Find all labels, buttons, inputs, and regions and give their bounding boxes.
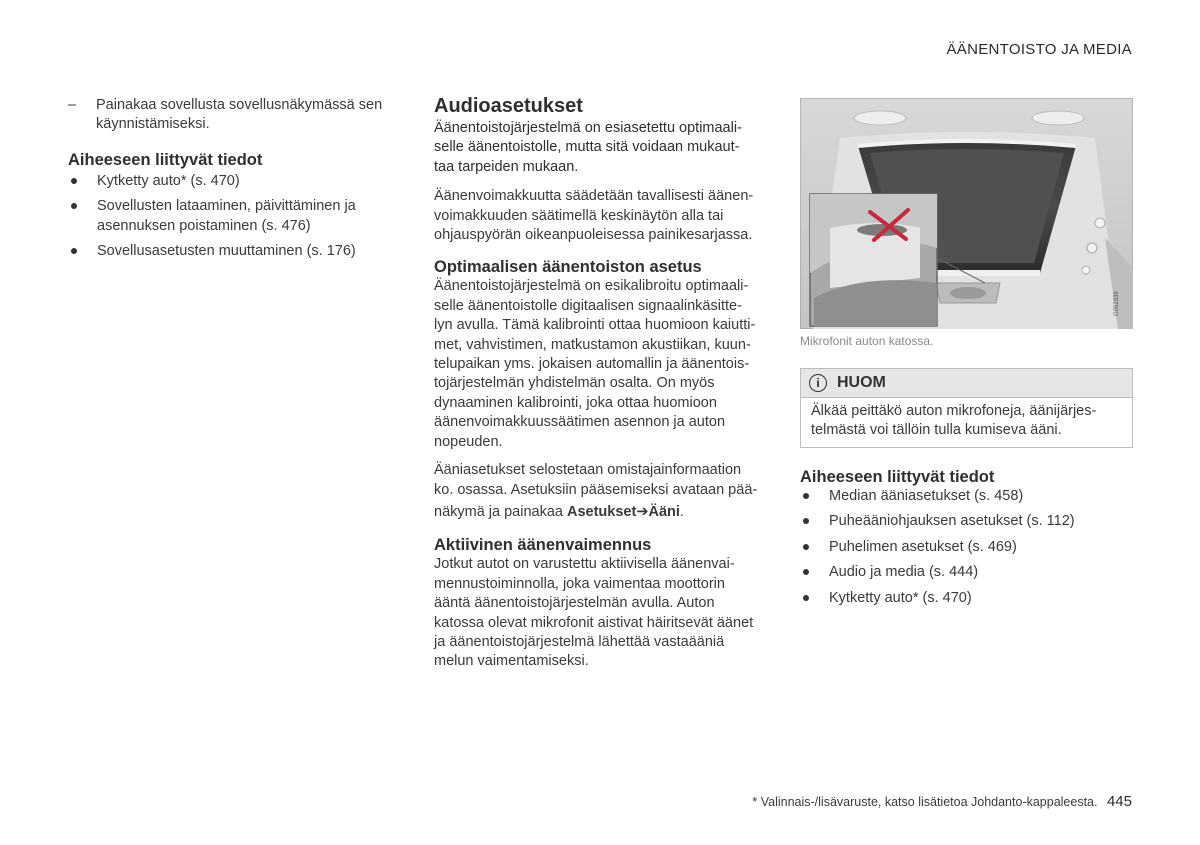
text-line: ääntä äänentoistojärjestelmän avulla. Auton xyxy=(434,595,715,612)
optimal-paragraph xyxy=(434,277,779,452)
text-line: selle äänentoistolle, mutta sitä voidaan mukaut- xyxy=(434,139,740,156)
bullet-icon xyxy=(800,538,829,557)
text-line: taa tarpeiden mukaan. xyxy=(434,158,579,175)
bullet-icon xyxy=(800,487,829,506)
lead-paragraph xyxy=(434,119,779,177)
related-link-text: Puheääniohjauksen asetukset (s. 112) xyxy=(829,513,1075,530)
related-heading: Aiheeseen liittyvät tiedot xyxy=(800,468,995,486)
text-line: melun vaimentamiseksi. xyxy=(434,653,589,670)
related-link[interactable] xyxy=(800,538,1140,557)
text-line: äänenvoimakkuussäätimen asennon ja auton xyxy=(434,414,726,431)
note-title: HUOM xyxy=(837,374,886,391)
sound-menu-label: Ääni xyxy=(648,503,680,520)
instruction-step xyxy=(68,96,398,135)
bullet-icon xyxy=(68,242,97,261)
related-link[interactable] xyxy=(800,589,1140,608)
note-body xyxy=(801,398,1132,447)
text-line: dynaaminen kalibrointi, joka ottaa huomioon xyxy=(434,394,717,411)
section-title: Audioasetukset xyxy=(434,95,583,117)
page-footer xyxy=(752,793,1132,810)
column-2 xyxy=(434,94,779,672)
note-box xyxy=(800,368,1133,448)
text-line: Äänentoistojärjestelmä on esiasetettu optimaali- xyxy=(434,120,742,136)
related-link-text: Kytketty auto* (s. 470) xyxy=(97,172,240,189)
related-link[interactable] xyxy=(68,197,398,236)
active-paragraph xyxy=(434,555,779,671)
text-line: ko. osassa. Asetuksiin pääsemiseksi avataan pää- xyxy=(434,481,758,498)
bullet-icon xyxy=(800,563,829,582)
dash-marker: – xyxy=(68,97,77,113)
related-link-text: Median ääniasetukset (s. 458) xyxy=(829,488,1024,504)
section-header: ÄÄNENTOISTO JA MEDIA xyxy=(946,41,1132,58)
text-line: telupaikan yms. jokaisen automallin ja äänentois- xyxy=(434,356,750,373)
bullet-icon xyxy=(68,197,97,236)
subheading-optimal: Optimaalisen äänentoiston asetus xyxy=(434,258,702,277)
related-link[interactable] xyxy=(800,487,1140,506)
bullet-icon xyxy=(800,512,829,531)
column-3-related xyxy=(800,467,1140,614)
text-line: telmästä voi tällöin tulla kumiseva ääni. xyxy=(811,422,1062,439)
text-line: Äänenvoimakkuutta säädetään tavallisesti äänen- xyxy=(434,188,754,205)
related-list xyxy=(68,172,398,262)
roof-microphone-image xyxy=(800,98,1133,329)
related-heading: Aiheeseen liittyvät tiedot xyxy=(68,150,263,169)
text-line: nopeuden. xyxy=(434,433,503,450)
instruction-line: Painakaa sovellusta sovellusnäkymässä sen xyxy=(96,97,383,113)
image-code: G052339 xyxy=(1114,291,1120,316)
related-link[interactable] xyxy=(68,172,398,191)
bullet-icon xyxy=(800,589,829,608)
instruction-line: käynnistämiseksi. xyxy=(96,116,210,133)
text-line: Jotkut autot on varustettu aktiivisella äänenvai- xyxy=(434,556,735,573)
text-line: mennustoiminnolla, joka vaimentaa moottorin xyxy=(434,575,725,592)
text-line: Ääniasetukset selostetaan omistajainformaation xyxy=(434,462,742,479)
settings-path-line xyxy=(434,503,779,522)
info-icon: i xyxy=(809,374,827,392)
text-line: katossa olevat mikrofonit aistivat häiritsevät äänet xyxy=(434,614,754,631)
related-link[interactable] xyxy=(800,563,1140,582)
bullet-icon xyxy=(68,172,97,191)
text-line: selle äänentoistolle digitaalisen signaalinkäsitte- xyxy=(434,297,742,314)
car-roof-illustration xyxy=(800,98,1133,329)
related-list xyxy=(800,487,1140,608)
related-link[interactable] xyxy=(68,242,398,261)
text-line: met, vahvistimen, matkustamon akustiikan, kuun- xyxy=(434,336,751,353)
settings-paragraph xyxy=(434,461,779,522)
footnote: * Valinnais-/lisävaruste, katso lisätietoa Johdanto-kappaleesta. xyxy=(752,795,1098,809)
related-link[interactable] xyxy=(800,512,1140,531)
related-link-text: Kytketty auto* (s. 470) xyxy=(829,589,972,606)
text-line: lyn avulla. Tämä kalibrointi ottaa huomioon kaiutti- xyxy=(434,317,756,334)
text-fragment: näkymä ja painakaa xyxy=(434,503,567,520)
settings-menu-label: Asetukset xyxy=(567,503,637,520)
text-line: voimakkuuden säätimellä keskinäytön alla tai xyxy=(434,207,724,224)
text-line: tojärjestelmän yhdistelmän osalta. On myös xyxy=(434,375,715,392)
subheading-active: Aktiivinen äänenvaimennus xyxy=(434,536,652,555)
volume-paragraph xyxy=(434,187,779,245)
note-header xyxy=(801,369,1132,398)
text-line: ja äänentoistojärjestelmä lähettää vastaääniä xyxy=(434,633,725,650)
page-number: 445 xyxy=(1106,793,1132,810)
related-link-text: Sovellusten lataaminen, päivittäminen ja xyxy=(97,198,356,215)
text-line: ohjauspyörän oikeanpuoleisessa painikesarjassa. xyxy=(434,227,753,244)
related-link-text: Puhelimen asetukset (s. 469) xyxy=(829,538,1017,555)
related-link-text: Sovellusasetusten muuttaminen (s. 176) xyxy=(97,243,356,260)
text-fragment: . xyxy=(679,503,684,520)
text-line: Älkää peittäkö auton mikrofoneja, äänijärjes- xyxy=(811,403,1097,419)
related-link-text: Audio ja media (s. 444) xyxy=(829,564,979,581)
related-link-text: asennuksen poistaminen (s. 476) xyxy=(97,217,311,234)
text-line: Äänentoistojärjestelmä on esikalibroitu optimaali- xyxy=(434,278,749,295)
arrow-right-icon: ➔ xyxy=(636,503,649,520)
image-caption: Mikrofonit auton katossa. xyxy=(800,334,934,348)
column-1 xyxy=(68,96,398,267)
